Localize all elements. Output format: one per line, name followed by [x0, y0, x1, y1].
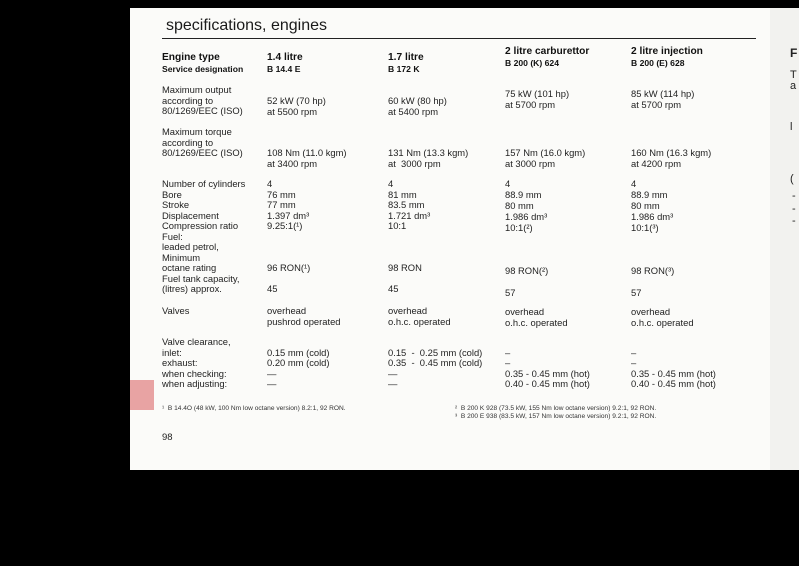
cell-max-output: 85 kW (114 hp) at 5700 rpm: [631, 88, 695, 110]
page-title: specifications, engines: [166, 17, 327, 34]
cell-max-output: 60 kW (80 hp) at 5400 rpm: [388, 95, 447, 117]
cell-valve-clearance: 0.15 - 0.25 mm (cold) 0.35 - 0.45 mm (cold) — —: [388, 346, 483, 389]
cell-max-torque: 131 Nm (13.3 kgm) at 3000 rpm: [388, 147, 469, 169]
row-label-max-torque: Maximum torque according to 80/1269/EEC (ISO): [162, 126, 243, 158]
cell-valves: overhead o.h.c. operated: [388, 305, 451, 327]
facing-page-char: F: [790, 46, 798, 60]
facing-page-char: -: [792, 203, 796, 215]
title-divider: [162, 38, 756, 39]
header-label-engine-type: Engine type: [162, 52, 220, 63]
page-number: 98: [162, 432, 173, 443]
facing-page-char: -: [792, 190, 796, 202]
row-labels-engine-data: Number of cylinders Bore Stroke Displacement Compression ratio Fuel: leaded petrol, Minimum octane rating Fuel tank capacity, (litres) approx.: [162, 178, 246, 294]
cell-valve-clearance: – – 0.35 - 0.45 mm (hot) 0.40 - 0.45 mm (hot): [631, 346, 716, 389]
facing-page-char: a: [790, 80, 797, 92]
footnote-3: ³ B 200 E 938 (83.5 kW, 157 Nm low octane version) 9.2:1, 92 RON.: [455, 413, 657, 420]
cell-max-torque: 160 Nm (16.3 kgm) at 4200 rpm: [631, 147, 712, 169]
cell-max-torque: 108 Nm (11.0 kgm) at 3400 rpm: [267, 147, 347, 169]
cell-valve-clearance: 0.15 mm (cold) 0.20 mm (cold) — —: [267, 346, 330, 389]
row-label-valves: Valves: [162, 305, 190, 316]
cell-engine-data: 4 88.9 mm 80 mm 1.986 dm³ 10:1(²) 98 RON(²) 57: [505, 178, 549, 299]
cell-engine-data: 4 88.9 mm 80 mm 1.986 dm³ 10:1(³) 98 RON(³) 57: [631, 178, 675, 299]
thumb-index-tab: [130, 380, 154, 410]
cell-max-output: 52 kW (70 hp) at 5500 rpm: [267, 95, 326, 117]
cell-engine-data: 4 76 mm 77 mm 1.397 dm³ 9.25:1(¹) 96 RON(¹) 45: [267, 178, 311, 294]
row-labels-valve-clearance: Valve clearance, inlet: exhaust: when checking: when adjusting:: [162, 336, 231, 389]
cell-max-output: 75 kW (101 hp) at 5700 rpm: [505, 88, 570, 110]
cell-valve-clearance: – – 0.35 - 0.45 mm (hot) 0.40 - 0.45 mm (hot): [505, 346, 590, 389]
facing-page-char: (: [790, 173, 794, 185]
header-label-service-designation: Service designation: [162, 64, 244, 74]
cell-valves: overhead o.h.c. operated: [505, 306, 568, 328]
facing-page-char: T: [790, 69, 797, 81]
header-engine-type: 1.7 litre: [388, 52, 424, 63]
cell-valves: overhead o.h.c. operated: [631, 306, 694, 328]
facing-page-char: -: [792, 215, 796, 227]
header-designation: B 200 (K) 624: [505, 58, 559, 68]
cell-engine-data: 4 81 mm 83.5 mm 1.721 dm³ 10:1 98 RON 45: [388, 178, 431, 294]
footnote-2: ² B 200 K 928 (73.5 kW, 155 Nm low octane version) 9.2:1, 92 RON.: [455, 405, 657, 412]
cell-valves: overhead pushrod operated: [267, 305, 341, 327]
header-engine-type: 1.4 litre: [267, 52, 303, 63]
footnote-1: ¹ B 14.4O (48 kW, 100 Nm low octane version) 8.2:1, 92 RON.: [162, 405, 346, 412]
facing-page-char: l: [790, 121, 793, 133]
header-designation: B 14.4 E: [267, 64, 301, 74]
header-designation: B 172 K: [388, 64, 420, 74]
cell-max-torque: 157 Nm (16.0 kgm) at 3000 rpm: [505, 147, 586, 169]
header-designation: B 200 (E) 628: [631, 58, 685, 68]
row-label-max-output: Maximum output according to 80/1269/EEC (ISO): [162, 84, 243, 116]
header-engine-type: 2 litre injection: [631, 46, 703, 57]
header-engine-type: 2 litre carburettor: [505, 46, 590, 57]
